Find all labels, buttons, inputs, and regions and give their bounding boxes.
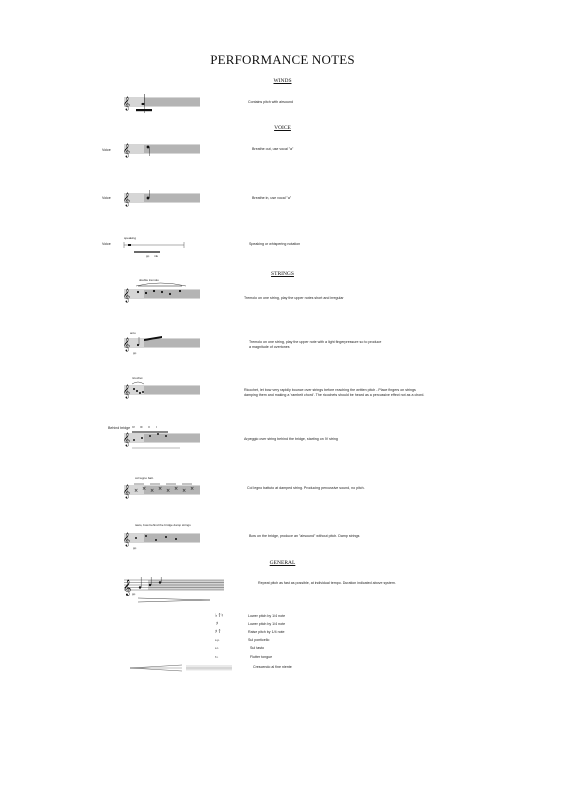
svg-text:𝄞: 𝄞 (123, 484, 131, 498)
voice-staff-mark-pp: pp (146, 254, 150, 258)
svg-text:𝄞: 𝄞 (123, 143, 131, 157)
winds-description-1: Contains pitch with airsound (248, 100, 293, 104)
strings-staff-mark-pp-1: pp (133, 351, 137, 355)
legend-symbol-1: ♭↑♮ (215, 613, 224, 619)
voice-staff-mark-speaking: speaking (124, 236, 137, 240)
voice-description-1: Breathe out, use vocal "a" (252, 147, 294, 151)
strings-staff-mark-arco: arco (130, 331, 136, 335)
section-header-strings: STRINGS (271, 271, 294, 277)
svg-text:×: × (174, 486, 179, 492)
svg-text:×: × (158, 486, 163, 492)
strings-description-6: Bow on the bridge, produce an "airsound" without pitch. Damp strings (249, 534, 360, 538)
voice-example-staff-2 (120, 191, 204, 211)
voice-example-staff-3 (120, 240, 204, 258)
legend-text-3: Raise pitch by 1/4 note (248, 630, 285, 634)
strings-description-4: Arpeggio over string behind the bridge, starting on IV string (244, 437, 338, 441)
svg-text:𝄞: 𝄞 (123, 288, 131, 302)
voice-label-2: Voice (102, 196, 111, 200)
general-example-staff (120, 576, 230, 606)
strings-staff-mark-i: I (156, 425, 157, 429)
legend-text-2: Lower pitch by 1/4 note (248, 622, 286, 626)
svg-text:𝄞: 𝄞 (123, 192, 131, 206)
strings-behind-bridge-label: Behind bridge (108, 426, 131, 430)
voice-label-3: Voice (102, 242, 111, 246)
svg-text:×: × (182, 488, 187, 494)
svg-text:×: × (166, 488, 171, 494)
legend-symbol-6: f.t. (215, 655, 219, 659)
legend-symbol-5: s.t. (215, 646, 220, 650)
strings-staff-mark-iii: III (140, 425, 143, 429)
svg-text:𝄞: 𝄞 (123, 384, 131, 398)
legend-crescendo-niente-symbol (128, 664, 238, 672)
general-description-1: Repeat pitch as fast as possible, at individual tempo. Duration indicated above system. (258, 581, 396, 585)
strings-description-5: Col legno battuto at damped string. Producing percussive sound, no pitch. (247, 486, 365, 490)
svg-text:×: × (190, 486, 195, 492)
strings-staff-mark-pp-2: pp (133, 546, 137, 550)
strings-description-3: Ricochet, let bow very rapidly bounce over strings before reaching the written pitch - Place fingers on strings damping them and making a 'rambeit chord'. The ricochets should be heard as a percussive effect not as a chord. (244, 388, 425, 397)
legend-text-5: Sul tasto (250, 646, 264, 650)
strings-example-staff-5 (120, 480, 204, 504)
page-title: PERFORMANCE NOTES (210, 52, 355, 67)
legend-text-1: Lower pitch by 1/4 note (248, 614, 286, 618)
legend-text-7: Crescendo al fine niente (253, 665, 292, 669)
strings-example-staff-3 (120, 380, 204, 404)
voice-example-staff-1 (120, 142, 204, 162)
svg-text:×: × (134, 488, 139, 494)
strings-staff-mark-iv: IV (132, 425, 135, 429)
legend-symbol-2: ♯ (216, 621, 219, 627)
voice-description-2: Breathe in, use vocal "a" (252, 196, 292, 200)
strings-staff-mark-col-legno: col legno batt. (135, 476, 154, 480)
strings-staff-mark-ii: II (148, 425, 150, 429)
strings-staff-mark-tasto: tasto, bow behind the bridge damp strings (135, 523, 191, 527)
legend-text-4: Sul ponticello (248, 638, 270, 642)
svg-text:×: × (142, 486, 147, 492)
svg-text:𝄞: 𝄞 (123, 337, 131, 351)
legend-text-6: Flutter tongue (250, 655, 273, 659)
svg-text:𝄞: 𝄞 (123, 532, 131, 546)
section-header-general: GENERAL (269, 560, 296, 566)
strings-staff-mark-double-tremolo: double tremolo (139, 278, 159, 282)
legend-symbol-3: ♯↑ (215, 629, 222, 635)
strings-description-1: Tremolo on one string, play the upper notes short and irregular (244, 296, 344, 300)
general-staff-mark-pp: pp (132, 592, 136, 596)
strings-example-staff-4 (120, 430, 204, 454)
strings-description-2: Tremolo on one string, play the upper note with a light fingerpressure so to produce a magnitude of overtones (249, 340, 382, 349)
strings-example-staff-1 (120, 282, 204, 306)
section-header-voice: VOICE (274, 125, 291, 131)
winds-example-staff (120, 95, 204, 119)
svg-text:×: × (150, 488, 155, 494)
strings-staff-mark-ricochet: ricochet (132, 376, 143, 380)
voice-description-3: Speaking or whispering notation (249, 242, 301, 246)
svg-text:𝄞: 𝄞 (123, 96, 131, 110)
section-header-winds: WINDS (273, 78, 292, 84)
svg-text:𝄞: 𝄞 (123, 580, 132, 596)
voice-label-1: Voice (102, 148, 111, 152)
svg-text:𝄞: 𝄞 (123, 432, 131, 446)
legend-symbol-4: s.p. (215, 638, 220, 642)
voice-staff-mark-mk: mk (154, 254, 158, 258)
